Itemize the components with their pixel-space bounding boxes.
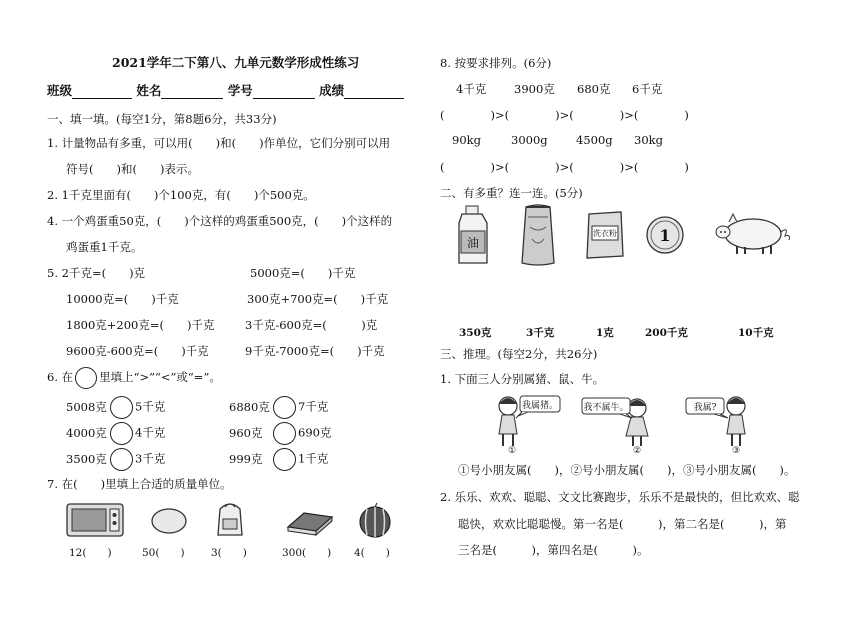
q8-value: 30kg xyxy=(634,133,663,147)
score-label: 成绩 xyxy=(319,83,345,98)
kid-1-number: ① xyxy=(507,446,517,456)
q6-left-value: 4000克 xyxy=(66,425,107,440)
order-blank[interactable]: >( ) xyxy=(559,160,625,174)
section2-title: 二、有多重？连一连。(5分) xyxy=(440,186,583,200)
kid-1-speech: 我属猪。 xyxy=(521,401,559,411)
student-info-row xyxy=(47,81,404,99)
compare-circle[interactable] xyxy=(110,422,133,445)
oil-bottle-icon xyxy=(456,205,490,265)
name-label: 姓名 xyxy=(136,83,162,98)
q6-right-value: 7千克 xyxy=(298,399,329,414)
kid-3-icon xyxy=(727,397,745,446)
q8-value: 3900克 xyxy=(514,82,555,96)
compare-circle[interactable] xyxy=(110,448,133,471)
order-blank[interactable]: ( ) xyxy=(440,108,495,122)
q6-right-value: 5千克 xyxy=(135,399,166,414)
weight-label: 200千克 xyxy=(645,327,688,339)
name-field[interactable] xyxy=(161,98,223,99)
q7-item: 3( ) xyxy=(211,547,247,559)
q6-left-value: 999克 xyxy=(229,451,263,466)
coin-label: 1 xyxy=(659,226,671,245)
coin-icon xyxy=(645,215,685,255)
q8-value: 4500g xyxy=(576,133,613,147)
weight-label: 350克 xyxy=(459,327,492,339)
question-3-2-line3: 三名是( )，第四名是( )。 xyxy=(458,543,649,557)
q8-value: 90kg xyxy=(452,133,481,147)
watermelon-icon xyxy=(358,503,392,539)
page-title: 2021学年二下第八、九单元数学形成性练习 xyxy=(112,55,360,70)
order-blank[interactable]: ( ) xyxy=(440,160,495,174)
q8-order-row xyxy=(440,107,689,123)
q6-row xyxy=(229,448,328,471)
question-3-1: 1. 下面三人分别属猪、鼠、牛。 xyxy=(440,372,605,386)
number-field[interactable] xyxy=(253,98,315,99)
compare-circle[interactable] xyxy=(110,396,133,419)
q5-item: 300克+700克=( )千克 xyxy=(247,292,389,306)
q6-right-value: 3千克 xyxy=(135,451,166,466)
question-1-line2: 符号( )和( )表示。 xyxy=(66,162,199,176)
q6-row xyxy=(66,448,165,471)
q7-item: 50( ) xyxy=(142,547,185,559)
compare-circle[interactable] xyxy=(273,396,296,419)
weight-label: 3千克 xyxy=(526,327,555,339)
q6-right-value: 4千克 xyxy=(135,425,166,440)
order-blank[interactable]: >( ) xyxy=(494,108,560,122)
q6-left-value: 5008克 xyxy=(66,399,107,414)
q5-item: 10000克=( )千克 xyxy=(66,292,179,306)
weight-label: 10千克 xyxy=(738,327,774,339)
rice-bag-label: 洗衣粉 xyxy=(593,229,617,238)
question-3-2-line1: 2. 乐乐、欢欢、聪聪、文文比赛跑步，乐乐不是最快的，但比欢欢、聪 xyxy=(440,490,800,504)
kids-illustration xyxy=(490,390,760,456)
q8-value: 680克 xyxy=(577,82,611,96)
kid-2-number: ② xyxy=(632,446,642,456)
microwave-icon xyxy=(66,503,126,539)
number-label: 学号 xyxy=(227,83,253,98)
q5-item: 9600克-600克=( )千克 xyxy=(66,344,209,358)
order-blank[interactable]: >( ) xyxy=(624,160,689,174)
q5-item: 5000克=( )千克 xyxy=(250,266,356,280)
q7-item: 300( ) xyxy=(282,547,332,559)
q6-row xyxy=(229,396,328,419)
q5-item: 3千克-600克=( )克 xyxy=(245,318,378,332)
kid-3-speech: 我属? xyxy=(693,403,717,413)
class-field[interactable] xyxy=(72,98,132,99)
q6-row xyxy=(66,396,165,419)
kid-3-number: ③ xyxy=(731,446,741,456)
question-3-2-line2: 聪快，欢欢比聪聪慢。第一名是( )，第二名是( )，第 xyxy=(458,517,787,531)
question-4-line2: 鸡蛋重1千克。 xyxy=(66,240,143,254)
q8-value: 4千克 xyxy=(456,82,487,96)
order-blank[interactable]: >( ) xyxy=(624,108,689,122)
q7-item: 4( ) xyxy=(354,547,390,559)
q5-item: 9千克-7000克=( )千克 xyxy=(245,344,385,358)
weight-label: 1克 xyxy=(596,327,614,339)
q3-1-answer: ①号小朋友属( )，②号小朋友属( )，③号小朋友属( )。 xyxy=(458,463,796,477)
compare-circle[interactable] xyxy=(273,448,296,471)
sack-icon xyxy=(520,203,556,267)
q5-item: 5. 2千克=( )克 xyxy=(47,266,146,280)
q8-value: 3000g xyxy=(511,133,548,147)
q6-left-value: 960克 xyxy=(229,425,263,440)
question-4-line1: 4. 一个鸡蛋重50克，( )个这样的鸡蛋重500克，( )个这样的 xyxy=(47,214,393,228)
question-7: 7. 在( )里填上合适的质量单位。 xyxy=(47,477,232,491)
section3-title: 三、推理。(每空2分，共26分) xyxy=(440,347,598,361)
question-8-title: 8. 按要求排列。(6分) xyxy=(440,56,552,70)
q7-item: 12( ) xyxy=(69,547,112,559)
section1-title: 一、填一填。(每空1分，第8题6分，共33分) xyxy=(47,112,277,126)
q8-order-row xyxy=(440,159,689,175)
q6-row xyxy=(229,422,331,445)
backpack-icon xyxy=(212,499,248,539)
q5-item: 1800克+200克=( )千克 xyxy=(66,318,215,332)
order-blank[interactable]: >( ) xyxy=(494,160,560,174)
q6-prefix: 6. 在 xyxy=(47,370,74,384)
question-1-line1: 1. 计量物品有多重，可以用( )和( )作单位，它们分别可以用 xyxy=(47,136,391,150)
class-label: 班级 xyxy=(47,83,73,98)
q6-row xyxy=(66,422,165,445)
question-6-title xyxy=(47,367,221,389)
q6-suffix: 里填上“>”“<”或“=”。 xyxy=(99,370,221,384)
question-2: 2. 1千克里面有( )个100克，有( )个500克。 xyxy=(47,188,315,202)
book-icon xyxy=(286,509,334,537)
order-blank[interactable]: >( ) xyxy=(559,108,625,122)
kid-2-speech: 我不属牛。 xyxy=(583,403,629,413)
q6-left-value: 3500克 xyxy=(66,451,107,466)
q6-right-value: 690克 xyxy=(298,425,332,440)
oil-label: 油 xyxy=(466,236,480,250)
q8-value: 6千克 xyxy=(632,82,663,96)
compare-circle-icon xyxy=(75,367,97,389)
rice-bag-icon xyxy=(585,210,625,260)
q6-right-value: 1千克 xyxy=(298,451,329,466)
pig-icon xyxy=(715,212,795,256)
score-field[interactable] xyxy=(344,98,404,99)
compare-circle[interactable] xyxy=(273,422,296,445)
egg-icon xyxy=(150,508,190,536)
q6-left-value: 6880克 xyxy=(229,399,270,414)
